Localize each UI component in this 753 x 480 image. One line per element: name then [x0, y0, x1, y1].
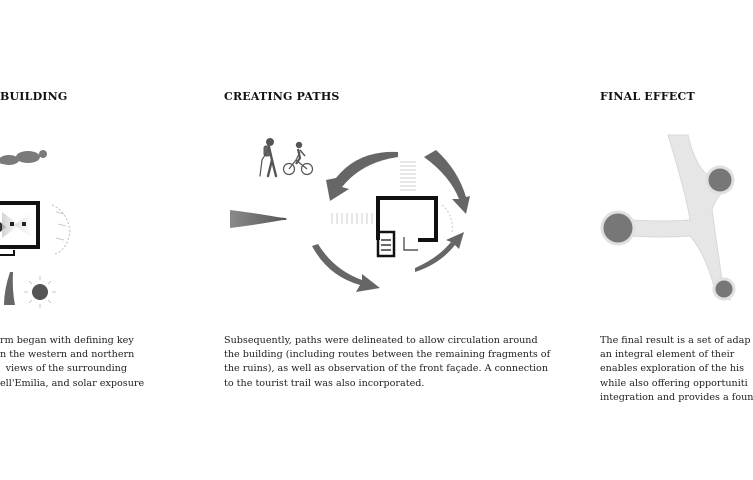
building-description [0, 334, 145, 391]
final-effect-description [600, 334, 753, 405]
text-line: rm began with defining key [0, 335, 134, 346]
circulation-arrow-top [326, 152, 398, 201]
building-plan-paths [378, 198, 452, 256]
text-line: The final result is a set of adap [600, 335, 751, 346]
circulation-arrow-right [424, 150, 470, 214]
view-arrow [4, 272, 15, 305]
text-line: the ruins), as well as observation of the front façade. A connection [224, 363, 548, 375]
text-line: n the western and northern [0, 349, 135, 361]
circulation-arrow-left [312, 244, 380, 292]
node-southeast [714, 279, 734, 299]
text-line: to the tourist trail was also incorporated. [224, 377, 425, 389]
text-line: integration and provides a foun [600, 391, 753, 403]
node-west [602, 212, 634, 244]
text-line: an integral element of their [600, 349, 735, 361]
creating-paths-description [224, 334, 551, 391]
hiker-icon [260, 139, 276, 177]
building-title: BUILDING [0, 90, 68, 103]
building-plan [0, 203, 70, 255]
final-effect-diagram [602, 135, 734, 300]
sun-icon [24, 276, 56, 308]
final-effect-title: FINAL EFFECT [600, 90, 695, 103]
text-line: ell'Emilia, and solar exposure [0, 377, 145, 389]
path-network [630, 135, 730, 300]
text-line: Subsequently, paths were delineated to allow circulation around [224, 335, 538, 346]
cyclist-icon [284, 142, 313, 175]
creating-paths-title: CREATING PATHS [224, 90, 340, 103]
lying-figure-icon [0, 150, 47, 165]
text-line: enables exploration of the his [600, 363, 745, 375]
node-northeast [707, 167, 733, 193]
creating-paths-diagram [230, 139, 470, 293]
text-line: views of the surrounding [5, 363, 127, 375]
text-line: while also offering opportuniti [600, 377, 748, 389]
building-diagram [0, 150, 70, 308]
text-line: the building (including routes between the remaining fragments of [224, 349, 551, 361]
